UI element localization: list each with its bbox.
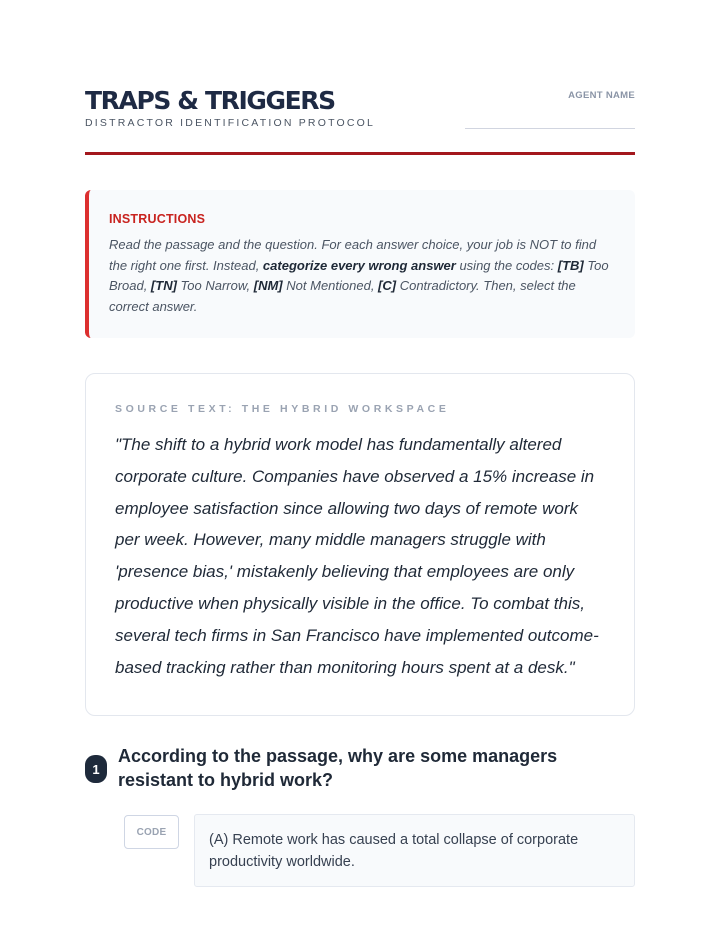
question-number-badge: 1	[85, 755, 107, 783]
code-tb-label: Too Broad,	[109, 257, 609, 293]
instructions-emphasis: categorize every wrong answer	[262, 257, 456, 273]
source-text-label: SOURCE TEXT: THE HYBRID WORKSPACE	[115, 403, 450, 415]
agent-name-label: AGENT NAME	[568, 90, 635, 101]
worksheet-title: TRAPS & TRIGGERS	[85, 86, 335, 115]
instructions-text-part: using the codes:	[455, 257, 558, 273]
instructions-box	[85, 190, 635, 338]
question-text: According to the passage, why are some managers resistant to hybrid work?	[118, 746, 558, 790]
worksheet-header	[85, 86, 635, 156]
code-tn-label: Too Narrow,	[176, 278, 254, 293]
instructions-heading: INSTRUCTIONS	[109, 212, 206, 226]
answer-choice-text[interactable]: (A) Remote work has caused a total collapse of corporate productivity worldwide.	[194, 814, 635, 887]
agent-name-field[interactable]	[465, 128, 635, 129]
instructions-text-part: Read the passage and the question. For each answer choice, your job is NOT to find the right one first. Instead,	[109, 237, 597, 273]
worksheet-subtitle: DISTRACTOR IDENTIFICATION PROTOCOL	[85, 117, 376, 129]
source-text-card	[85, 373, 635, 716]
code-tb: [TB]	[557, 257, 584, 273]
source-passage: "The shift to a hybrid work model has fundamentally altered corporate culture. Companies have observed a 15% increase in employee satisfaction since allowing two days of remote work per week. However, many middle managers struggle with 'presence bias,' mistakenly believing that employees are only productive when physically visible in the office. To combat this, several tech firms in San Francisco have implemented outcome-based tracking rather than monitoring hours spent at a desk."	[115, 435, 599, 677]
header-divider	[85, 152, 635, 155]
instructions-text	[109, 235, 615, 317]
code-c-label: Contradictory. Then, select the correct answer.	[109, 278, 576, 314]
code-tn: [TN]	[150, 278, 177, 293]
code-nm: [NM]	[253, 278, 283, 293]
code-c: [C]	[378, 278, 397, 293]
code-nm-label: Not Mentioned,	[282, 278, 379, 293]
code-input-box[interactable]: CODE	[124, 815, 179, 849]
